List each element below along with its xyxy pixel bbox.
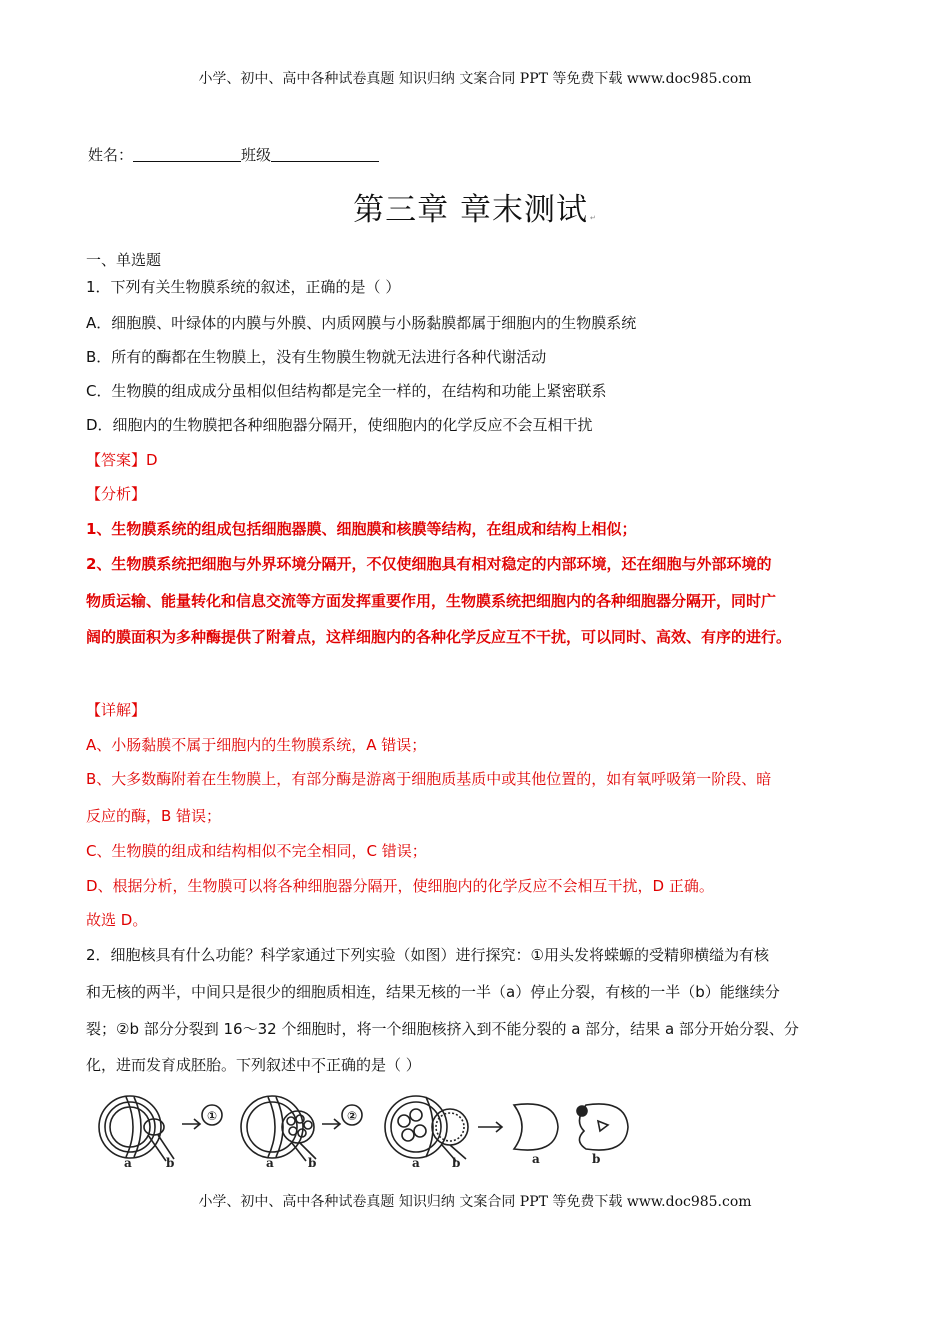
- arrow-2: [322, 1119, 340, 1129]
- q1-conclusion: 故选 D。: [86, 911, 148, 929]
- q1-detail-title: 【详解】: [86, 701, 147, 719]
- name-blank[interactable]: [133, 147, 241, 162]
- class-label: 班级: [241, 146, 272, 164]
- class-blank[interactable]: [271, 147, 379, 162]
- q1-option-a: A．细胞膜、叶绿体的内膜与外膜、内质网膜与小肠黏膜都属于细胞内的生物膜系统: [86, 314, 637, 332]
- figure-label-b: b: [452, 1156, 461, 1170]
- newt-egg-experiment-figure: [86, 1091, 646, 1171]
- q1-detail-line: C、生物膜的组成和结构相似不完全相同，C 错误；: [86, 842, 427, 860]
- half-a: [514, 1104, 558, 1150]
- page-title: 第三章 章末测试 ↵: [353, 192, 597, 228]
- page-footer: 小学、初中、高中各种试卷真题 知识归纳 文案合同 PPT 等免费下载 www.doc985.com: [198, 1194, 752, 1210]
- q1-detail-line: A、小肠黏膜不属于细胞内的生物膜系统，A 错误；: [86, 736, 427, 754]
- q1-option-b: B．所有的酶都在生物膜上，没有生物膜生物就无法进行各种代谢活动: [86, 348, 547, 366]
- q2-stem-line: 裂；②b 部分分裂到 16～32 个细胞时，将一个细胞核挤入到不能分裂的 a 部分，结果 a 部分开始分裂、分: [86, 1020, 799, 1038]
- q1-stem: 1．下列有关生物膜系统的叙述，正确的是（ ）: [86, 278, 401, 296]
- emphasis-not: 不: [311, 1056, 327, 1074]
- svg-text:①: ①: [207, 1109, 218, 1123]
- q1-detail-line: B、大多数酶附着在生物膜上，有部分酶是游离于细胞质基质中或其他位置的，如有氧呼吸第一阶段、暗: [86, 770, 772, 788]
- figure-label-b: b: [166, 1156, 175, 1170]
- q1-option-d: D．细胞内的生物膜把各种细胞器分隔开，使细胞内的化学反应不会互相干扰: [86, 416, 593, 434]
- student-info-row: [88, 144, 379, 165]
- q2-stem-line: 化，进而发育成胚胎。下列叙述中不正确的是（ ）: [86, 1056, 421, 1074]
- q1-analysis-title: 【分析】: [86, 485, 147, 503]
- q1-analysis-line: 2、生物膜系统把细胞与外界环境分隔开，不仅使细胞具有相对稳定的内部环境，还在细胞与外部环境的: [86, 555, 772, 573]
- arrow-3: [478, 1122, 502, 1132]
- q1-option-c: C．生物膜的组成成分虽相似但结构都是完全一样的，在结构和功能上紧密联系: [86, 382, 607, 400]
- q1-analysis-line: 1、生物膜系统的组成包括细胞器膜、细胞膜和核膜等结构，在组成和结构上相似；: [86, 520, 637, 538]
- stage1-egg: [99, 1096, 174, 1161]
- q2-stem-line: 2．细胞核具有什么功能？科学家通过下列实验（如图）进行探究：①用头发将蝾螈的受精卵横缢为有核: [86, 946, 769, 964]
- name-label: 姓名：: [88, 146, 134, 164]
- figure-label-a: a: [266, 1156, 274, 1170]
- svg-text:②: ②: [347, 1109, 358, 1123]
- q1-detail-line: 反应的酶，B 错误；: [86, 807, 222, 825]
- figure-label-b: b: [592, 1152, 601, 1166]
- stage3-egg: [385, 1096, 468, 1161]
- q1-analysis-line: 阔的膜面积为多种酶提供了附着点，这样细胞内的各种化学反应互不干扰，可以同时、高效、有序的进行。: [86, 628, 792, 646]
- figure-label-a: a: [412, 1156, 420, 1170]
- arrow-1: [182, 1119, 200, 1129]
- q1-analysis-line: 物质运输、能量转化和信息交流等方面发挥重要作用，生物膜系统把细胞内的各种细胞器分隔开，同时广: [86, 592, 777, 610]
- figure-label-a: a: [124, 1156, 132, 1170]
- q1-answer: 【答案】D: [86, 451, 158, 469]
- section-heading: 一、单选题: [86, 251, 162, 269]
- q1-detail-line: D、根据分析，生物膜可以将各种细胞器分隔开，使细胞内的化学反应不会相互干扰，D 正确。: [86, 877, 714, 895]
- stage2-egg: [241, 1096, 316, 1161]
- figure-label-b: b: [308, 1156, 317, 1170]
- q2-stem-line: 和无核的两半，中间只是很少的细胞质相连，结果无核的一半（a）停止分裂，有核的一半（b）能继续分: [86, 983, 780, 1001]
- figure-label-a: a: [532, 1152, 540, 1166]
- page-header: 小学、初中、高中各种试卷真题 知识归纳 文案合同 PPT 等免费下载 www.doc985.com: [198, 71, 752, 87]
